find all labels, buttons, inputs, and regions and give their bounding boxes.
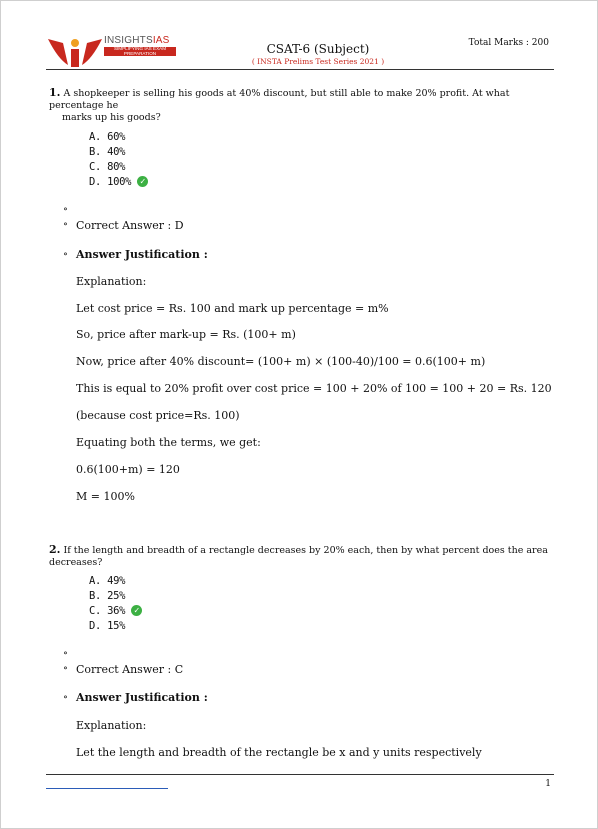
option-a: A. 60% xyxy=(89,131,126,143)
explanation-line: (because cost price=Rs. 100) xyxy=(76,409,240,422)
hollow-bullet-icon: ∘ xyxy=(63,219,68,230)
insightsias-logo xyxy=(46,31,186,71)
explanation-line: Explanation: xyxy=(76,275,147,288)
hollow-bullet-icon: ∘ xyxy=(63,204,68,215)
explanation-line: Let cost price = Rs. 100 and mark up percentage = m% xyxy=(76,302,389,315)
hollow-bullet-icon: ∘ xyxy=(63,648,68,659)
question-number: 2. xyxy=(49,543,61,556)
explanation-line: Now, price after 40% discount= (100+ m) × (100-40)/100 = 0.6(100+ m) xyxy=(76,355,486,368)
option-d: D. 15% xyxy=(89,620,126,632)
test-subtitle: ( INSTA Prelims Test Series 2021 ) xyxy=(251,57,385,66)
footer-blue-rule xyxy=(46,788,168,789)
total-marks: Total Marks : 200 xyxy=(468,38,549,48)
question-1 xyxy=(49,87,549,124)
question-number: 1. xyxy=(49,86,61,99)
justification-label: Answer Justification : xyxy=(76,248,208,261)
hollow-bullet-icon: ∘ xyxy=(63,663,68,674)
option-b: B. 25% xyxy=(89,590,126,602)
question-2 xyxy=(49,544,554,569)
justification-label: Answer Justification : xyxy=(76,691,208,704)
explanation-line: This is equal to 20% profit over cost price = 100 + 20% of 100 = 100 + 20 = Rs. 120 xyxy=(76,382,552,395)
correct-answer: Correct Answer : D xyxy=(76,219,184,232)
footer-divider xyxy=(46,774,554,775)
logo-mark-icon xyxy=(46,35,104,69)
logo-tagline: SIMPLIFYING IAS EXAM PREPARATION xyxy=(104,47,176,56)
option-c: C. 80% xyxy=(89,161,126,173)
logo-wordmark: INSIGHTSIAS xyxy=(104,35,170,46)
page-number: 1 xyxy=(545,779,551,789)
header-divider xyxy=(46,69,554,70)
option-a: A. 49% xyxy=(89,575,126,587)
hollow-bullet-icon: ∘ xyxy=(63,249,68,260)
option-b: B. 40% xyxy=(89,146,126,158)
option-d: D. 100% ✓ xyxy=(89,176,148,188)
hollow-bullet-icon: ∘ xyxy=(63,692,68,703)
check-circle-icon: ✓ xyxy=(131,605,142,616)
question-text-cont: marks up his goods? xyxy=(62,112,161,123)
question-text: If the length and breadth of a rectangle decreases by 20% each, then by what percent does the area decreases? xyxy=(49,545,548,568)
explanation-line: Equating both the terms, we get: xyxy=(76,436,261,449)
explanation-line: M = 100% xyxy=(76,490,135,503)
option-c: C. 36% ✓ xyxy=(89,605,142,617)
check-circle-icon: ✓ xyxy=(137,176,148,187)
explanation-line: Let the length and breadth of the rectangle be x and y units respectively xyxy=(76,746,482,759)
explanation-line: 0.6(100+m) = 120 xyxy=(76,463,180,476)
explanation-line: So, price after mark-up = Rs. (100+ m) xyxy=(76,328,296,341)
question-text: A shopkeeper is selling his goods at 40% discount, but still able to make 20% profit. At what percentage he xyxy=(49,88,510,111)
explanation-line: Explanation: xyxy=(76,719,147,732)
correct-answer: Correct Answer : C xyxy=(76,663,184,676)
test-title: CSAT-6 (Subject) xyxy=(266,42,370,56)
